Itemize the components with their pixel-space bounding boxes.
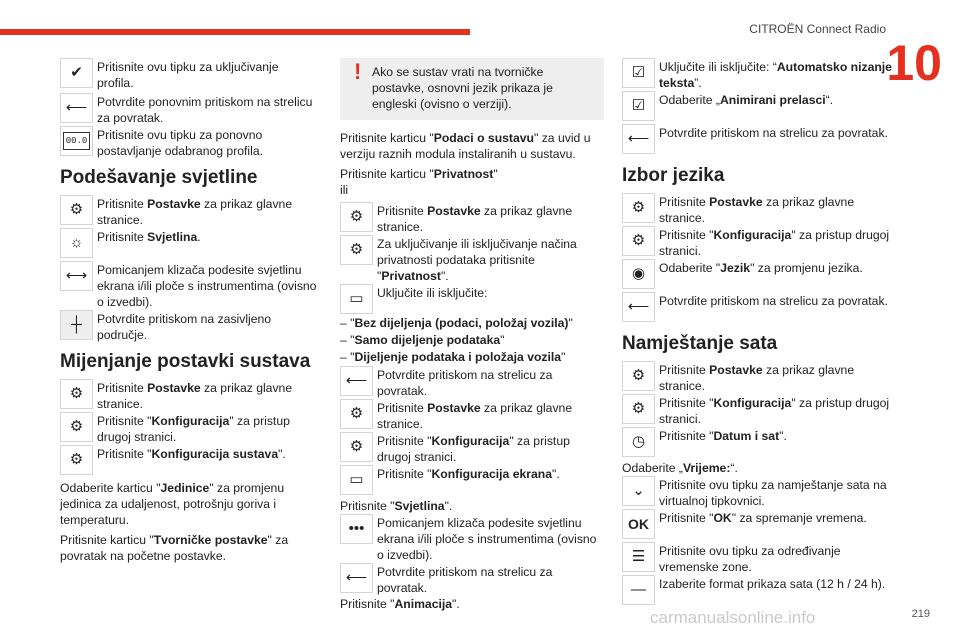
section-heading-language: Izbor jezika — [622, 165, 725, 186]
list-item: – "Samo dijeljenje podataka" — [340, 333, 505, 347]
paragraph: Pritisnite karticu "Podaci o sustavu" za uvid u verziju raznih modula instaliranih u sustavu. — [340, 131, 591, 161]
back-arrow-icon: ⟵ — [340, 563, 373, 593]
warning-icon: ! — [354, 59, 362, 84]
list-item: – "Bez dijeljenja (podaci, položaj vozila)" — [340, 316, 573, 330]
gear-icon: ⚙ — [60, 379, 93, 409]
column-2 — [340, 58, 604, 612]
step: ◷ Pritisnite "Datum i sat". — [622, 427, 900, 460]
paragraph: ili — [340, 183, 349, 197]
toggle-slider-icon: — — [622, 575, 655, 605]
step: 00.0 Pritisnite ovu tipku za ponovno postavljanje odabranog profila. — [60, 126, 318, 159]
step: ⚙ Pritisnite Postavke za prikaz glavne stranice. — [60, 379, 318, 412]
step: ☑ Uključite ili isključite: “Automatsko nizanje teksta”. — [622, 58, 900, 91]
step: ⚙ Za uključivanje ili isključivanje načina privatnosti podataka pritisnite "Privatnost". — [340, 235, 604, 284]
page-header-title: CITROËN Connect Radio — [749, 22, 886, 36]
step: ☼ Pritisnite Svjetlina. — [60, 228, 318, 261]
privacy-icon: ⚙ — [340, 235, 373, 265]
step: ⟵ Potvrdite pritiskom na strelicu za povratak. — [340, 563, 604, 596]
step: ⟵ Potvrdite pritiskom na strelicu za povratak. — [622, 124, 900, 157]
step: ⚙ Pritisnite Postavke za prikaz glavne stranice. — [622, 193, 900, 226]
section-heading-clock: Namještanje sata — [622, 333, 778, 354]
step: ☑ Odaberite „Animirani prelasci“. — [622, 91, 900, 124]
configuration-icon: ⚙ — [60, 445, 93, 475]
step: ⚙ Pritisnite Postavke za prikaz glavne stranice. — [60, 195, 318, 228]
step: ⌄ Pritisnite ovu tipku za namještanje sata na virtualnoj tipkovnici. — [622, 476, 900, 509]
slider-dots-icon: ••• — [340, 514, 373, 544]
gear-icon: ⚙ — [60, 195, 93, 225]
gear-icon: ⚙ — [622, 361, 655, 391]
step: ⚙ Pritisnite "Konfiguracija" za pristup drugoj stranici. — [622, 394, 900, 427]
ok-icon: OK — [622, 509, 655, 539]
back-arrow-icon: ⟵ — [340, 366, 373, 396]
slider-icon: ⟷ — [60, 261, 93, 291]
configuration-icon: ⚙ — [622, 394, 655, 424]
step: ⚙ Pritisnite "Konfiguracija" za pristup drugoj stranici. — [622, 226, 900, 259]
step: ┼ Potvrdite pritiskom na zasivljeno područje. — [60, 310, 318, 343]
checkbox-icon: ☑ — [622, 58, 655, 88]
step: — Izaberite format prikaza sata (12 h / 24 h). — [622, 575, 900, 608]
header-red-bar — [0, 29, 470, 35]
gear-icon: ⚙ — [340, 399, 373, 429]
chevron-down-icon: ⌄ — [622, 476, 655, 506]
reset-counter-icon: 00.0 — [60, 126, 93, 156]
step: OK Pritisnite "OK" za spremanje vremena. — [622, 509, 900, 542]
brightness-icon: ☼ — [60, 228, 93, 258]
menu-lines-icon: ☰ — [622, 542, 655, 572]
configuration-icon: ⚙ — [622, 226, 655, 256]
checkbox-icon: ☑ — [622, 91, 655, 121]
step: ⚙ Pritisnite "Konfiguracija" za pristup drugoj stranici. — [340, 432, 604, 465]
checkmark-icon: ✔ — [60, 58, 93, 88]
step: ⟷ Pomicanjem klizača podesite svjetlinu ekrana i/ili ploče s instrumentima (ovisno o izvedbi). — [60, 261, 318, 310]
paragraph: Pritisnite "Svjetlina". — [340, 499, 453, 513]
paragraph: Odaberite „Vrijeme:“. — [622, 461, 738, 475]
step: ✔ Pritisnite ovu tipku za uključivanje profila. — [60, 58, 318, 91]
list-item: – "Dijeljenje podataka i položaja vozila" — [340, 350, 566, 364]
step: ⚙ Pritisnite Postavke za prikaz glavne stranice. — [622, 361, 900, 394]
configuration-icon: ⚙ — [60, 412, 93, 442]
paragraph: Pritisnite "Animacija". — [340, 597, 460, 611]
step: ⚙ Pritisnite Postavke za prikaz glavne stranice. — [340, 399, 604, 432]
column-1 — [60, 58, 318, 568]
gear-icon: ⚙ — [622, 193, 655, 223]
page-number: 219 — [911, 608, 930, 620]
step: ⟵ Potvrdite ponovnim pritiskom na strelicu za povratak. — [60, 93, 318, 126]
back-arrow-icon: ⟵ — [622, 124, 655, 154]
toggle-icon: ▭ — [340, 284, 373, 314]
paragraph: Pritisnite karticu "Tvorničke postavke" za povratak na početne postavke. — [60, 533, 289, 563]
watermark: carmanualsonline.info — [650, 608, 816, 627]
language-icon: ◉ — [622, 259, 655, 289]
paragraph: Odaberite karticu "Jedinice" za promjenu jedinica za udaljenost, potrošnju goriva i temperaturu. — [60, 481, 285, 527]
grey-area-icon: ┼ — [60, 310, 93, 340]
step: ⚙ Pritisnite "Konfiguracija" za pristup drugoj stranici. — [60, 412, 318, 445]
step: ☰ Pritisnite ovu tipku za određivanje vremenske zone. — [622, 542, 900, 575]
step: ▭ Pritisnite "Konfiguracija ekrana". — [340, 465, 604, 498]
step: ▭ Uključite ili isključite: — [340, 284, 604, 314]
configuration-icon: ⚙ — [340, 432, 373, 462]
warning-box: ! Ako se sustav vrati na tvorničke postavke, osnovni jezik prikaza je engleski (ovisno o verziji). — [340, 58, 604, 120]
back-arrow-icon: ⟵ — [622, 292, 655, 322]
step: ••• Pomicanjem klizača podesite svjetlinu ekrana i/ili ploče s instrumentima (ovisno o izvedbi). — [340, 514, 604, 563]
chapter-number: 10 — [886, 35, 942, 91]
step: ◉ Odaberite "Jezik" za promjenu jezika. — [622, 259, 900, 292]
section-heading-system: Mijenjanje postavki sustava — [60, 351, 311, 372]
screen-icon: ▭ — [340, 465, 373, 495]
column-3 — [622, 58, 900, 608]
step: ⟵ Potvrdite pritiskom na strelicu za povratak. — [622, 292, 900, 325]
clock-icon: ◷ — [622, 427, 655, 457]
section-heading-brightness: Podešavanje svjetline — [60, 167, 258, 188]
back-arrow-icon: ⟵ — [60, 93, 93, 123]
step: ⚙ Pritisnite Postavke za prikaz glavne stranice. — [340, 202, 604, 235]
gear-icon: ⚙ — [340, 202, 373, 232]
step: ⚙ Pritisnite "Konfiguracija sustava". — [60, 445, 318, 478]
step: ⟵ Potvrdite pritiskom na strelicu za povratak. — [340, 366, 604, 399]
paragraph: Pritisnite karticu "Privatnost" — [340, 167, 498, 181]
